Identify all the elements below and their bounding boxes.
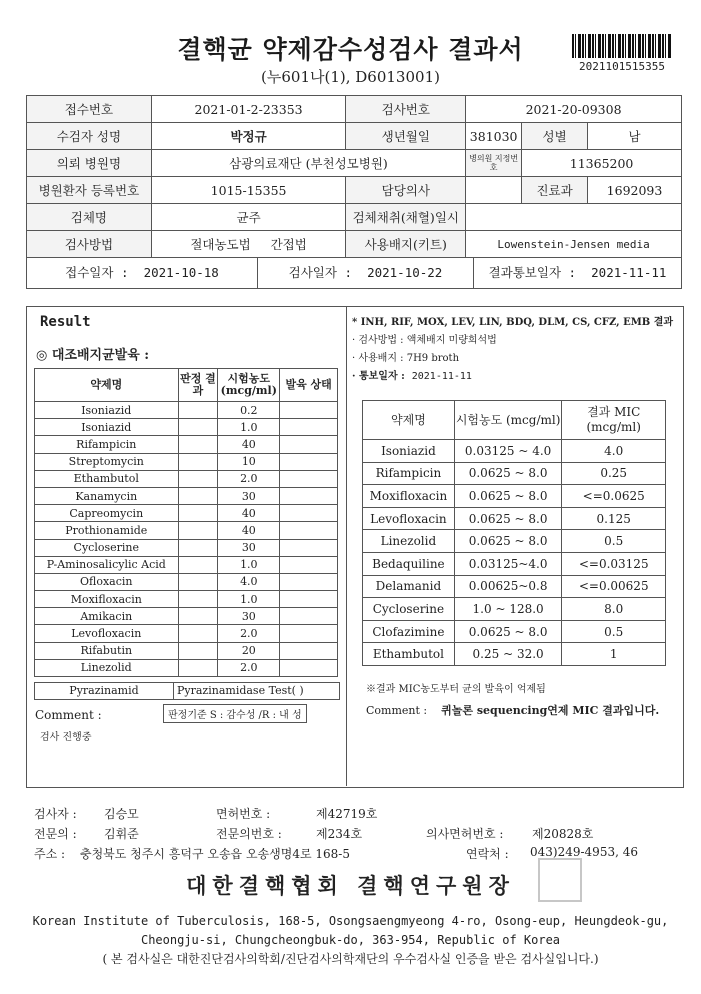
test-conc: 0.2 [218, 402, 280, 419]
barcode [572, 34, 672, 58]
test-conc: 1.0 [218, 419, 280, 436]
collection-label: 검체채취(채혈)일시 [346, 204, 466, 231]
patient-info-table [26, 95, 682, 289]
certification-note: ( 본 검사실은 대한진단검사의학회/진단검사의학재단의 우수검사실 인증을 받은 검사실입니다.) [102, 952, 599, 966]
table-row [363, 440, 666, 463]
test-conc: 30 [218, 539, 280, 556]
note-title: * INH, RIF, MOX, LEV, LIN, BDQ, DLM, CS, CFZ, EMB 결과 [352, 317, 674, 328]
drug-name: P-Aminosalicylic Acid [35, 556, 179, 573]
specialist-label: 전문의 : [34, 827, 77, 841]
mic-drug-name: Delamanid [363, 575, 455, 598]
table-row [35, 556, 338, 573]
judge-result [178, 505, 218, 522]
patient-reg-label: 병원환자 등록번호 [27, 177, 152, 204]
mic-drug-name: Levofloxacin [363, 507, 455, 530]
table-row [363, 552, 666, 575]
drug-name: Ethambutol [35, 470, 179, 487]
test-conc: 30 [218, 487, 280, 504]
left-comment-text: 검사 진행중 [40, 732, 92, 743]
method-line: · 검사방법 : 액체배지 미량희석법 [352, 335, 497, 346]
specimen-label: 검체명 [27, 204, 152, 231]
test-conc: 2.0 [218, 625, 280, 642]
table-row [363, 507, 666, 530]
mic-result: 4.0 [562, 440, 666, 463]
doctor-license-label: 의사면허번호 : [426, 827, 504, 841]
mic-result: <=0.00625 [562, 575, 666, 598]
reported-label: 결과통보일자 : [488, 265, 577, 280]
test-conc: 1.0 [218, 591, 280, 608]
hospital-code-label: 병의원 지정번호 [466, 150, 522, 177]
growth-status [280, 453, 338, 470]
reception-no-label: 접수번호 [27, 96, 152, 123]
mic-drug-name: Rifampicin [363, 462, 455, 485]
mic-test-range: 0.0625 ~ 8.0 [454, 620, 562, 643]
mic-drug-name: Linezolid [363, 530, 455, 553]
reported-date: 2021-11-11 [591, 265, 667, 280]
contact-label: 연락처 : [466, 847, 509, 861]
table-row [35, 659, 338, 676]
collection [466, 204, 682, 231]
doctor-label: 담당의사 [346, 177, 466, 204]
english-address-1: Korean Institute of Tuberculosis, 168-5, Osongsaengmyeong 4-ro, Osong-eup, Heungdeok-gu, [32, 914, 669, 928]
table-row [35, 419, 338, 436]
received-date: 2021-10-18 [143, 265, 219, 280]
col-judge: 판정 결과 [178, 369, 218, 402]
right-comment-label: Comment : [366, 704, 428, 717]
judge-result [178, 453, 218, 470]
test-conc: 40 [218, 505, 280, 522]
drug-name: Kanamycin [35, 487, 179, 504]
tested-date: 2021-10-22 [367, 265, 443, 280]
document-code: (누601나(1), D6013001) [261, 68, 440, 86]
mic-test-range: 1.0 ~ 128.0 [454, 598, 562, 621]
left-comment-label: Comment : [35, 708, 102, 722]
judge-result [178, 436, 218, 453]
patient-reg: 1015-15355 [151, 177, 346, 204]
mic-table [362, 400, 666, 666]
mic-result: <=0.03125 [562, 552, 666, 575]
dept-label: 진료과 [522, 177, 588, 204]
mic-test-range: 0.0625 ~ 8.0 [454, 485, 562, 508]
table-row [35, 522, 338, 539]
judge-result [178, 487, 218, 504]
col-growth: 발육 상태 [280, 369, 338, 402]
mic-result: 0.25 [562, 462, 666, 485]
drug-name: Levofloxacin [35, 625, 179, 642]
test-conc: 1.0 [218, 556, 280, 573]
medium-line: · 사용배지 : 7H9 broth [352, 353, 460, 364]
drug-name: Rifampicin [35, 436, 179, 453]
growth-status [280, 659, 338, 676]
right-comment [366, 702, 659, 718]
license: 제42719호 [316, 807, 378, 821]
drug-name: Streptomycin [35, 453, 179, 470]
judge-result [178, 419, 218, 436]
drug-name: Isoniazid [35, 419, 179, 436]
address-label: 주소 : [34, 847, 66, 861]
table-row [35, 539, 338, 556]
drug-name: Cycloserine [35, 539, 179, 556]
specimen: 균주 [151, 204, 346, 231]
judge-result [178, 625, 218, 642]
address: 충청북도 청주시 흥덕구 오송읍 오송생명4로 168-5 [80, 847, 350, 861]
growth-status [280, 522, 338, 539]
pyrazinamid-row [34, 682, 340, 700]
mic-test-range: 0.00625~0.8 [454, 575, 562, 598]
doctor-license: 제20828호 [532, 827, 594, 841]
mic-test-range: 0.25 ~ 32.0 [454, 643, 562, 666]
drug-name: Ofloxacin [35, 573, 179, 590]
contact: 043)249-4953, 46 [530, 845, 638, 859]
mic-result: 0.5 [562, 530, 666, 553]
table-row [363, 598, 666, 621]
test-conc: 2.0 [218, 470, 280, 487]
table-row [363, 620, 666, 643]
table-row [35, 453, 338, 470]
table-row [363, 575, 666, 598]
criteria-box: 판정기준 S : 감수성 /R : 내 성 [163, 704, 307, 723]
drug-name: Moxifloxacin [35, 591, 179, 608]
received-label: 접수일자 : [65, 265, 129, 280]
liquid-notes [352, 314, 680, 386]
test-conc: 20 [218, 642, 280, 659]
table-row [35, 402, 338, 419]
mic-col-conc: 시험농도 (mcg/ml) [454, 401, 562, 440]
test-conc: 30 [218, 608, 280, 625]
growth-status [280, 556, 338, 573]
doctor [466, 177, 522, 204]
specialist-no: 제234호 [316, 827, 363, 841]
hospital: 삼광의료재단 (부천성모병원) [151, 150, 465, 177]
growth-status [280, 573, 338, 590]
test-conc: 40 [218, 436, 280, 453]
document-title: 결핵균 약제감수성검사 결과서 [177, 35, 524, 64]
test-conc: 10 [218, 453, 280, 470]
mic-test-range: 0.03125 ~ 4.0 [454, 440, 562, 463]
result-title: Result [40, 314, 91, 330]
method: 절대농도법 간접법 [151, 231, 346, 258]
mic-drug-name: Clofazimine [363, 620, 455, 643]
growth-status [280, 539, 338, 556]
mic-test-range: 0.0625 ~ 8.0 [454, 507, 562, 530]
method-label: 검사방법 [27, 231, 152, 258]
mic-test-range: 0.0625 ~ 8.0 [454, 462, 562, 485]
drug-name: Isoniazid [35, 402, 179, 419]
specialist: 김휘준 [104, 827, 139, 841]
english-address [0, 912, 701, 950]
growth-status [280, 402, 338, 419]
report-line-label: · 통보일자 : [352, 371, 405, 382]
test-conc: 4.0 [218, 573, 280, 590]
table-row [35, 608, 338, 625]
method2: 간접법 [270, 237, 307, 252]
sex: 남 [588, 123, 682, 150]
mic-note: ※결과 MIC농도부터 균의 발육이 억제됨 [366, 684, 546, 695]
judge-result [178, 591, 218, 608]
drug-name: Capreomycin [35, 505, 179, 522]
judge-result [178, 556, 218, 573]
growth-status [280, 419, 338, 436]
mic-drug-name: Ethambutol [363, 643, 455, 666]
mic-result: 0.125 [562, 507, 666, 530]
table-row [35, 625, 338, 642]
result-divider [346, 306, 347, 786]
english-address-2: Cheongju-si, Chungcheongbuk-do, 363-954, Republic of Korea [140, 933, 561, 947]
judge-result [178, 522, 218, 539]
medium: Lowenstein-Jensen media [466, 231, 682, 258]
tester: 김승모 [104, 807, 139, 821]
growth-status [280, 436, 338, 453]
solid-medium-table [34, 368, 338, 677]
judge-result [178, 402, 218, 419]
drug-name: Rifabutin [35, 642, 179, 659]
drug-name: Linezolid [35, 659, 179, 676]
hospital-label: 의뢰 병원명 [27, 150, 152, 177]
col-conc: 시험농도 (mcg/ml) [218, 369, 280, 402]
barcode-number: 2021101515355 [578, 60, 666, 73]
judge-result [178, 608, 218, 625]
drug-name: Prothionamide [35, 522, 179, 539]
mic-test-range: 0.0625 ~ 8.0 [454, 530, 562, 553]
dates-row [27, 258, 682, 289]
judge-result [178, 573, 218, 590]
reception-no: 2021-01-2-23353 [151, 96, 346, 123]
test-conc: 2.0 [218, 659, 280, 676]
growth-status [280, 470, 338, 487]
judge-result [178, 470, 218, 487]
growth-status [280, 591, 338, 608]
pyrazinamid-test: Pyrazinamidase Test( ) [173, 683, 304, 699]
table-row [35, 505, 338, 522]
birth: 381030 [466, 123, 522, 150]
test-no: 2021-20-09308 [466, 96, 682, 123]
mic-result: 0.5 [562, 620, 666, 643]
mic-col-drug: 약제명 [363, 401, 455, 440]
birth-label: 생년월일 [346, 123, 466, 150]
table-row [363, 485, 666, 508]
pyrazinamid-label: Pyrazinamid [69, 684, 139, 697]
sex-label: 성별 [522, 123, 588, 150]
drug-name: Amikacin [35, 608, 179, 625]
col-drug: 약제명 [35, 369, 179, 402]
mic-result: <=0.0625 [562, 485, 666, 508]
table-row [35, 591, 338, 608]
judge-result [178, 642, 218, 659]
mic-result: 1 [562, 643, 666, 666]
table-row [35, 642, 338, 659]
tester-label: 검사자 : [34, 807, 77, 821]
growth-status [280, 608, 338, 625]
growth-status [280, 505, 338, 522]
table-row [35, 573, 338, 590]
table-row [35, 487, 338, 504]
test-no-label: 검사번호 [346, 96, 466, 123]
specialist-no-label: 전문의번호 : [216, 827, 282, 841]
medium-label: 사용배지(키트) [346, 231, 466, 258]
report-line-date: 2021-11-11 [411, 371, 472, 382]
table-row [35, 436, 338, 453]
judge-result [178, 659, 218, 676]
mic-drug-name: Moxifloxacin [363, 485, 455, 508]
table-row [363, 462, 666, 485]
mic-result: 8.0 [562, 598, 666, 621]
mic-test-range: 0.03125~4.0 [454, 552, 562, 575]
license-label: 면허번호 : [216, 807, 271, 821]
dept: 1692093 [588, 177, 682, 204]
test-conc: 40 [218, 522, 280, 539]
organization-name: 대한결핵협회 결핵연구원장 [186, 873, 515, 898]
patient-name: 박정규 [151, 123, 346, 150]
hospital-code: 11365200 [522, 150, 682, 177]
table-row [363, 530, 666, 553]
tested-label: 검사일자 : [288, 265, 353, 280]
table-row [363, 643, 666, 666]
mic-drug-name: Bedaquiline [363, 552, 455, 575]
mic-drug-name: Cycloserine [363, 598, 455, 621]
growth-status [280, 642, 338, 659]
judge-result [178, 539, 218, 556]
mic-col-result: 결과 MIC (mcg/ml) [562, 401, 666, 440]
table-row [35, 470, 338, 487]
right-comment-text: 퀴놀론 sequencing연제 MIC 결과입니다. [441, 704, 660, 717]
mic-drug-name: Isoniazid [363, 440, 455, 463]
growth-status [280, 487, 338, 504]
patient-name-label: 수검자 성명 [27, 123, 152, 150]
culture-title: ◎ 대조배지균발육 : [36, 348, 150, 363]
growth-status [280, 625, 338, 642]
